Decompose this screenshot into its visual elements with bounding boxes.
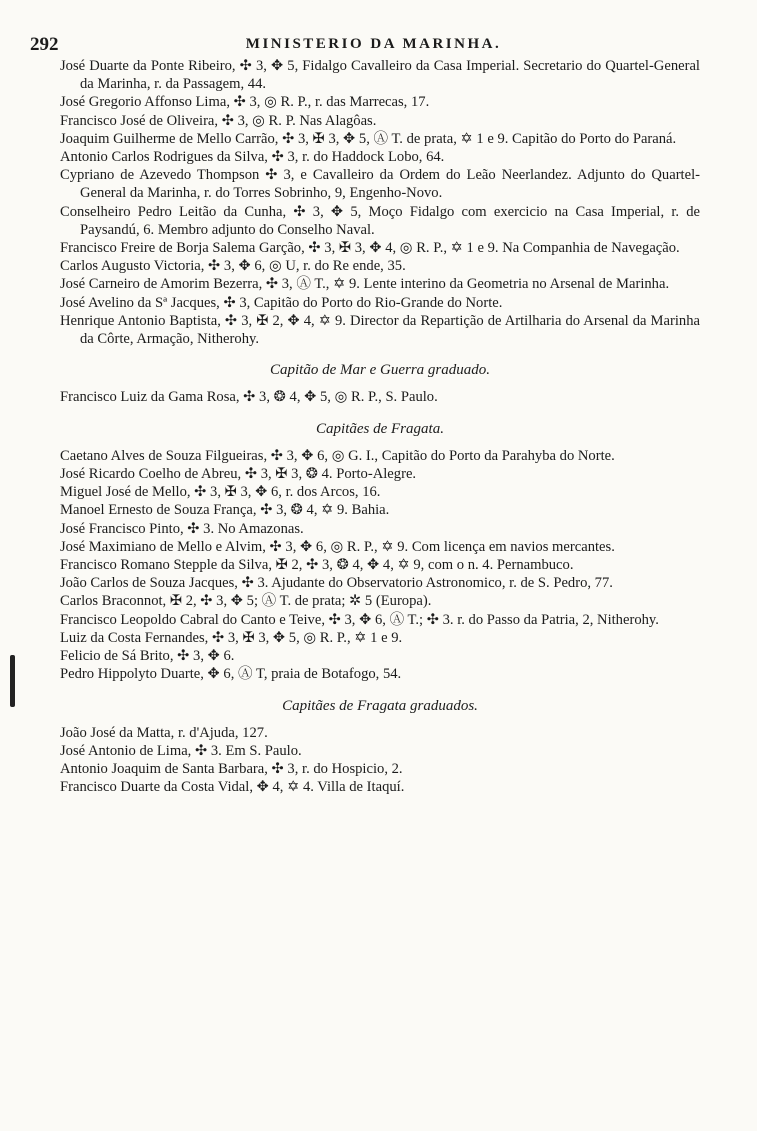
list-item: José Antonio de Lima, ✣ 3. Em S. Paulo.	[60, 742, 302, 759]
list-item: Conselheiro Pedro Leitão da Cunha, ✣ 3, ✥ 5, Moço Fidalgo com exercicio na Casa Imperial, r. de Paysandú, 6. Membro adjunto do Conselho Naval.	[60, 203, 700, 238]
list-item: Luiz da Costa Fernandes, ✣ 3, ✠ 3, ✥ 5, ◎ R. P., ✡ 1 e 9.	[60, 629, 403, 646]
list-item: Miguel José de Mello, ✣ 3, ✠ 3, ✥ 6, r. dos Arcos, 16.	[60, 484, 381, 501]
list-item: João José da Matta, r. d'Ajuda, 127.	[60, 724, 268, 741]
section-heading: Capitães de Fragata.	[316, 420, 444, 437]
list-item: Francisco Freire de Borja Salema Garção, ✣ 3, ✠ 3, ✥ 4, ◎ R. P., ✡ 1 e 9. Na Companhia de Navegação.	[60, 240, 680, 257]
page-body	[60, 57, 700, 797]
list-item: Henrique Antonio Baptista, ✣ 3, ✠ 2, ✥ 4, ✡ 9. Director da Repartição de Artilharia do Arsenal da Marinha da Côrte, Armação, Nitherohy.	[60, 312, 700, 348]
list-item: Joaquim Guilherme de Mello Carrão, ✣ 3, ✠ 3, ✥ 5, Ⓐ T. de prata, ✡ 1 e 9. Capitão do Porto do Paraná.	[60, 130, 677, 147]
margin-mark	[10, 655, 15, 707]
list-item: Manoel Ernesto de Souza França, ✣ 3, ❂ 4, ✡ 9. Bahia.	[60, 502, 390, 519]
list-item: Francisco Leopoldo Cabral do Canto e Teive, ✣ 3, ✥ 6, Ⓐ T.; ✣ 3. r. do Passo da Patria, 2, Nitherohy.	[60, 611, 659, 628]
list-item: José Ricardo Coelho de Abreu, ✣ 3, ✠ 3, ❂ 4. Porto-Alegre.	[60, 466, 417, 483]
list-item: Carlos Augusto Victoria, ✣ 3, ✥ 6, ◎ U, r. do Re ende, 35.	[60, 258, 406, 275]
section-heading: Capitão de Mar e Guerra graduado.	[270, 362, 490, 379]
list-item: José Maximiano de Mello e Alvim, ✣ 3, ✥ 6, ◎ R. P., ✡ 9. Com licença em navios mercantes.	[60, 538, 615, 555]
list-item: José Francisco Pinto, ✣ 3. No Amazonas.	[60, 520, 304, 537]
list-item: Francisco Luiz da Gama Rosa, ✣ 3, ❂ 4, ✥ 5, ◎ R. P., S. Paulo.	[60, 389, 438, 406]
list-item: Caetano Alves de Souza Filgueiras, ✣ 3, ✥ 6, ◎ G. I., Capitão do Porto da Parahyba do Norte.	[60, 447, 615, 464]
page-title: MINISTERIO DA MARINHA.	[245, 36, 502, 52]
list-item: José Avelino da Sª Jacques, ✣ 3, Capitão do Porto do Rio-Grande do Norte.	[60, 294, 503, 311]
list-item: Francisco Duarte da Costa Vidal, ✥ 4, ✡ 4. Villa de Itaquí.	[60, 779, 405, 796]
list-item: Francisco Romano Stepple da Silva, ✠ 2, ✣ 3, ❂ 4, ✥ 4, ✡ 9, com o n. 4. Pernambuco.	[60, 557, 574, 574]
list-item: José Carneiro de Amorim Bezerra, ✣ 3, Ⓐ T., ✡ 9. Lente interino da Geometria no Arsenal de Marinha.	[60, 276, 670, 293]
list-item: Antonio Joaquim de Santa Barbara, ✣ 3, r. do Hospicio, 2.	[60, 761, 403, 778]
list-item: Cypriano de Azevedo Thompson ✣ 3, e Cavalleiro da Ordem do Leão Neerlandez. Adjunto do Quartel-General da Marinha, r. do Torres Sobrinho, 9, Engenho-Novo.	[60, 167, 700, 202]
list-item: Francisco José de Oliveira, ✣ 3, ◎ R. P. Nas Alagôas.	[60, 112, 377, 129]
list-item: José Gregorio Affonso Lima, ✣ 3, ◎ R. P., r. das Marrecas, 17.	[60, 94, 430, 111]
list-item: Antonio Carlos Rodrigues da Silva, ✣ 3, r. do Haddock Lobo, 64.	[60, 149, 445, 166]
page-header	[30, 34, 717, 56]
list-item: José Duarte da Ponte Ribeiro, ✣ 3, ✥ 5, Fidalgo Cavalleiro da Casa Imperial. Secretario do Quartel-General da Marinha, r. da Passagem, 44.	[60, 58, 700, 93]
section-heading: Capitães de Fragata graduados.	[282, 697, 478, 714]
list-item: Pedro Hippolyto Duarte, ✥ 6, Ⓐ T, praia de Botafogo, 54.	[60, 666, 402, 683]
list-item: Felicio de Sá Brito, ✣ 3, ✥ 6.	[60, 648, 235, 665]
page-number: 292	[30, 34, 59, 55]
list-item: Carlos Braconnot, ✠ 2, ✣ 3, ✥ 5; Ⓐ T. de prata; ✲ 5 (Europa).	[60, 593, 432, 610]
list-item: João Carlos de Souza Jacques, ✣ 3. Ajudante do Observatorio Astronomico, r. de S. Pedro, 77.	[60, 575, 613, 592]
